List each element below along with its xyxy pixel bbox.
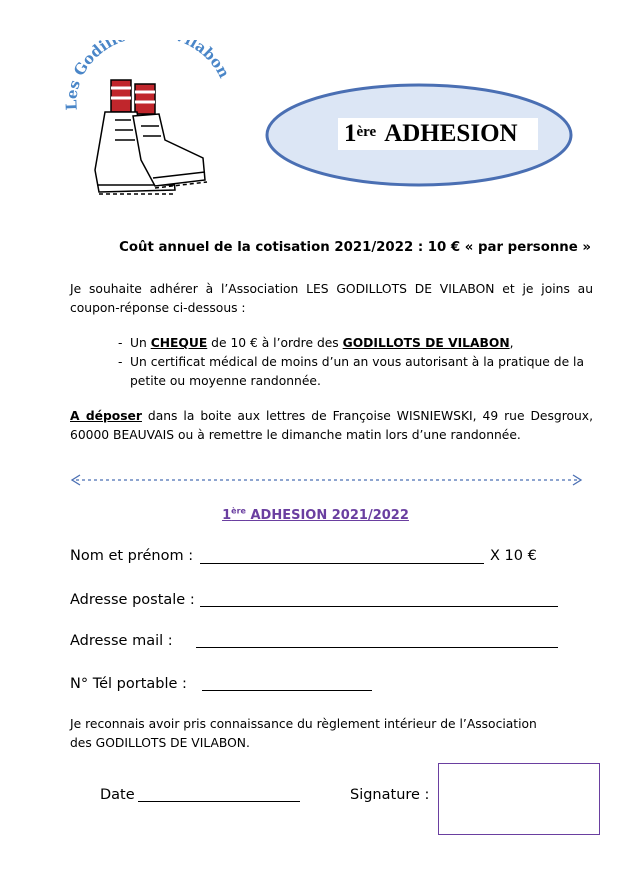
phone-input[interactable] <box>202 690 372 691</box>
mail-input[interactable] <box>196 647 558 648</box>
form-title <box>0 507 631 523</box>
logo <box>55 40 235 205</box>
cheque-label: CHEQUE <box>150 336 208 350</box>
intro-paragraph: Je souhaite adhérer à l’Association LES GODILLOTS DE VILABON et je joins au coupon-réponse ci-dessous : <box>70 282 593 315</box>
address-label: Adresse postale : <box>70 592 195 608</box>
form-title-number: 1 <box>222 508 232 524</box>
name-fee: X 10 € <box>490 548 537 564</box>
logo-text: Les Godil labon <box>62 40 234 111</box>
page-title <box>338 118 538 150</box>
association-name: GODILLOTS DE VILABON <box>342 336 510 350</box>
bullet-text: de 10 € à l’ordre des <box>207 336 343 350</box>
bullet-dash: - <box>118 355 123 369</box>
cost-text: Coût annuel de la cotisation 2021/2022 : 10 € « par personne » <box>119 240 591 255</box>
form-title-superscript: ère <box>231 507 246 516</box>
deposit-text: dans la boite aux lettres de Françoise WISNIEWSKI, 49 rue Desgroux, 60000 BEAUVAIS ou à remettre le dimanche matin lors d’une randonnée. <box>70 409 593 442</box>
signature-label: Signature : <box>350 787 430 803</box>
date-label: Date <box>100 787 135 803</box>
bullet-text: Un certificat médical de moins d’un an vous autorisant à la pratique de la petite ou moyenne randonnée. <box>130 355 585 388</box>
bullet-text: , <box>509 336 514 350</box>
date-input[interactable] <box>138 801 300 802</box>
title-number: 1 <box>344 120 357 147</box>
title-text: ADHESION <box>384 120 518 147</box>
form-title-text: ADHESION 2021/2022 <box>245 508 409 524</box>
bullet-certificate <box>118 353 593 391</box>
title-superscript: ère <box>356 123 377 140</box>
bullet-text: Un <box>130 336 151 350</box>
signature-box[interactable] <box>438 763 600 835</box>
phone-label: N° Tél portable : <box>70 676 187 692</box>
deposit-label: A déposer <box>70 409 142 423</box>
address-input[interactable] <box>200 606 558 607</box>
acknowledgement: Je reconnais avoir pris connaissance du règlement intérieur de l’Association des GODILLOTS DE VILABON. <box>70 717 537 750</box>
name-label: Nom et prénom : <box>70 548 194 564</box>
cost-line <box>0 240 631 255</box>
bullet-cheque <box>118 334 593 353</box>
cut-line <box>70 472 583 486</box>
logo-graphic <box>55 40 235 205</box>
double-arrow-icon <box>70 473 583 487</box>
name-input[interactable] <box>200 563 484 564</box>
deposit-paragraph <box>70 407 593 445</box>
mail-label: Adresse mail : <box>70 633 173 649</box>
hiking-boots-icon <box>95 80 207 194</box>
bullet-dash: - <box>118 336 123 350</box>
